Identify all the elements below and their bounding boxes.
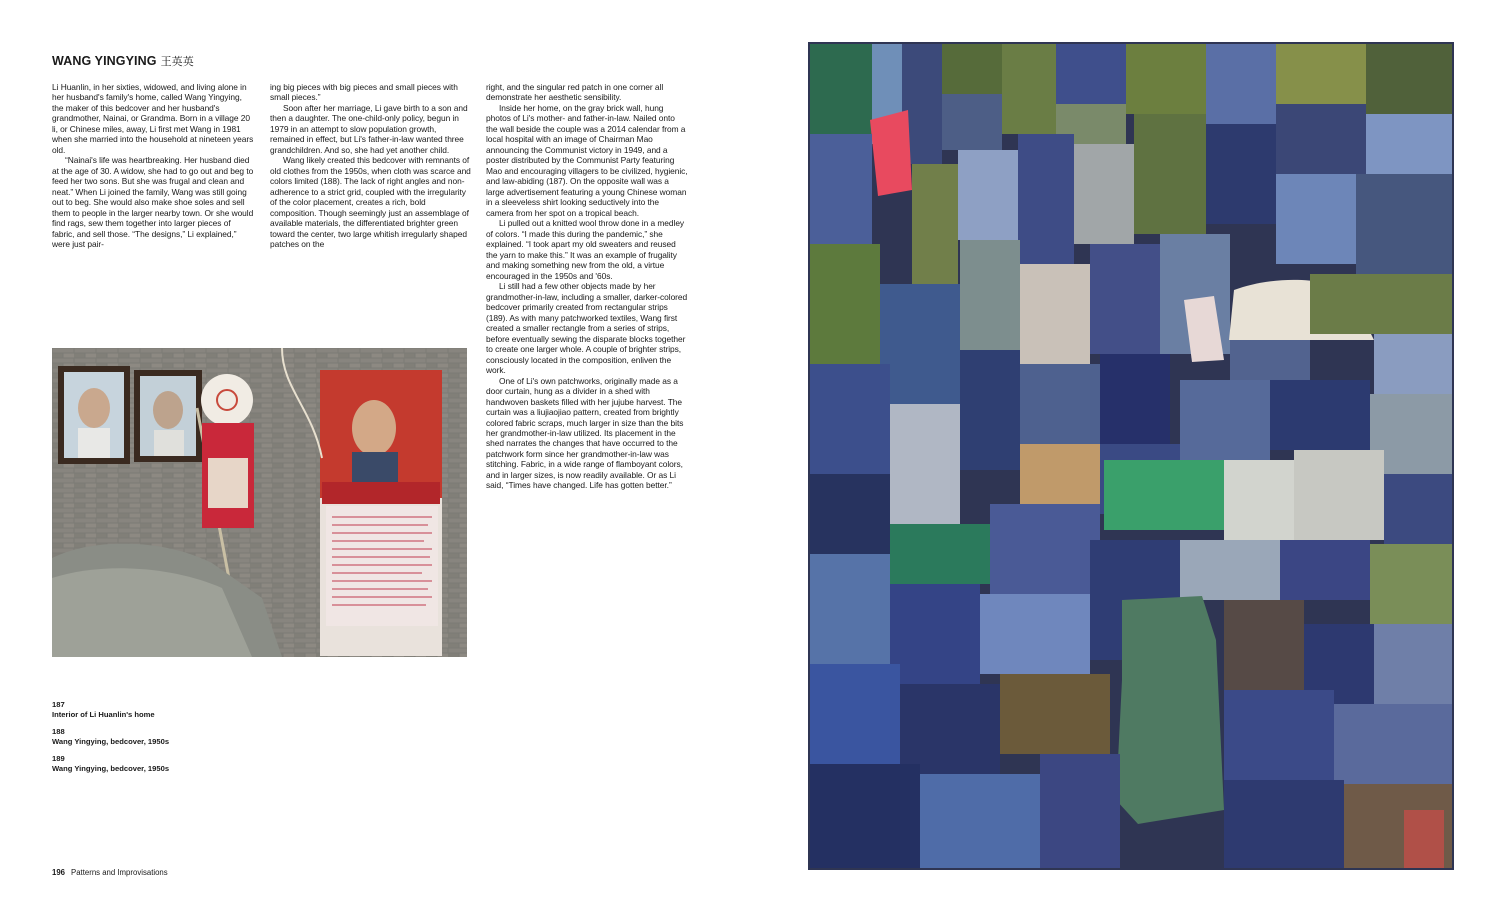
text-column-2: [270, 82, 472, 250]
section-title: Patterns and Improvisations: [71, 868, 168, 877]
bedcover-illustration: [804, 40, 1458, 872]
heading-name: WANG YINGYING: [52, 54, 157, 68]
paragraph: Li pulled out a knitted wool throw done in a medley of colors. “I made this during the pandemic,” she explained. “I took apart my old sweaters and reused the yarn to make this.” It was an example of frugality and making something new from the old, a virtue encouraged in the 1950s and '60s.: [486, 218, 685, 281]
paragraph: Soon after her marriage, Li gave birth to a son and then a daughter. The one-child-only policy, begun in 1979 in an attempt to slow population growth, remained in effect, but Li's father-in-law wanted three grandchildren. And so, she had yet another child.: [270, 102, 468, 155]
section-heading: [52, 53, 194, 69]
caption-text: Interior of Li Huanlin's home: [52, 709, 155, 719]
bedcover-photo: [804, 40, 1458, 872]
page-footer: [52, 868, 168, 877]
caption-189: [52, 754, 182, 773]
page-number: 196: [52, 868, 66, 877]
paragraph: Wang likely created this bedcover with remnants of old clothes from the 1950s, when cloth was scarce and colors limited (188). The lack of right angles and non-adherence to a strict grid, coupled with the irregularity of the color placement, creates a rich, bold composition. Though seemingly just an assemblage of available materials, the differentiated brighter green toward the center, two large whitish irregularly shaped patches on the: [270, 155, 471, 250]
heading-chinese: 王英英: [160, 55, 194, 68]
text-column-3: [486, 82, 688, 491]
paragraph: Li Huanlin, in her sixties, widowed, and living alone in her husband's family's home, called Wang Yingying, the maker of this bedcover and her husband's grandmother, Nainai, or Grandma. Born in a village 20 li, or Chinese miles, away, Li first met Wang in 1981 when she married into the household at nineteen years old.: [52, 82, 254, 155]
paragraph: “Nainai's life was heartbreaking. Her husband died at the age of 30. A widow, she had to go out and beg to feed her two sons. But she was frugal and clean and neat.” When Li joined the family, Wang was still going out to beg. She would also make shoe soles and sell them to people in the larger nearby town. Or she would find rags, sew them together into larger pieces of fabric, and sell those. “The designs,” Li explained,” were just pair-: [52, 155, 254, 250]
paragraph: Inside her home, on the gray brick wall, hung photos of Li's mother- and father-in-law. Nailed onto the wall beside the couple was a 2014 calendar from a local hospital with an image of Chairman Mao announcing the Communist victory in 1949, and a poster distributed by the Communist Party featuring Mao and encouraging villagers to be civilized, hygienic, and law-abiding (187). On the opposite wall was a large advertisement featuring a young Chinese woman in a sleeveless shirt looking seductively into the camera from her spot on a tropical beach.: [486, 102, 688, 218]
paragraph: Li still had a few other objects made by her grandmother-in-law, including a smaller, darker-colored bedcover primarily created from rectangular strips (189). As with many patchworked textiles, Wang first created a smaller rectangle from a series of strips, before eventually sewing the disparate blocks together to create one larger whole. A couple of brighter strips, consciously located in the composition, enliven the work.: [486, 281, 688, 376]
caption-number: 188: [52, 727, 65, 737]
caption-text: Wang Yingying, bedcover, 1950s: [52, 763, 170, 773]
paragraph: One of Li's own patchworks, originally made as a door curtain, hung as a divider in a shed with handwoven baskets filled with her jujube harvest. The curtain was a liujiaojiao pattern, created from brightly colored fabric scraps, much larger in size than the bits her grandmother-in-law utilized. Its placement in the shed narrates the changes that have occurred to the patchwork form since her grandmother-in-law was stitching. Fabric, in a wide range of flamboyant colors, and in larger sizes, is now readily available. Or as Li said, “Times have changed. Life has gotten better.”: [486, 375, 684, 491]
interior-photo-illustration: [52, 348, 467, 657]
paragraph: ing big pieces with big pieces and small pieces with small pieces.”: [270, 82, 458, 103]
caption-number: 189: [52, 754, 65, 764]
interior-photo: [52, 348, 467, 657]
caption-187: [52, 700, 182, 719]
caption-188: [52, 727, 182, 746]
captions: [52, 700, 182, 782]
caption-text: Wang Yingying, bedcover, 1950s: [52, 736, 170, 746]
caption-number: 187: [52, 700, 65, 709]
paragraph: right, and the singular red patch in one corner all demonstrate her aesthetic sensibility.: [486, 82, 664, 103]
text-column-1: [52, 82, 254, 250]
